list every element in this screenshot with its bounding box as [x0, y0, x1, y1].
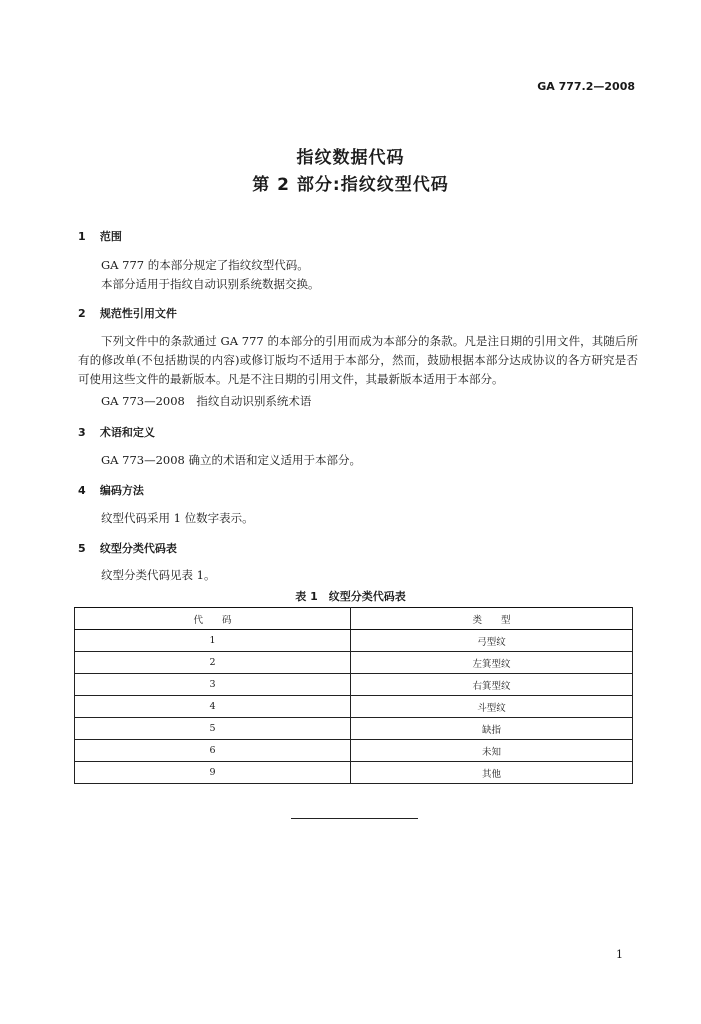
section-number: 4 [78, 484, 86, 497]
code-cell: 6 [75, 740, 351, 762]
type-cell: 右箕型纹 [351, 674, 633, 696]
end-of-document-rule [291, 818, 418, 819]
document-subtitle: 第 2 部分:指纹纹型代码 [252, 175, 449, 195]
section-number: 1 [78, 230, 86, 243]
pattern-code-table [74, 607, 633, 784]
section-number: 3 [78, 426, 86, 439]
paragraph-text: 下列文件中的条款通过 GA 777 的本部分的引用而成为本部分的条款。凡是注日期的引用文件，其随后所有的修改单(不包括勘误的内容)或修订版均不适用于本部分，然而，鼓励根据本部分达成协议的各方研究是否可使用这些文件的最新版本。凡是不注日期的引用文件，其最新版本适用于本部分。 [78, 334, 638, 386]
code-cell: 5 [75, 718, 351, 740]
column-header-type: 类 型 [351, 608, 633, 630]
section-heading-code-table [78, 540, 177, 556]
table-caption: 表 1 纹型分类代码表 [295, 590, 406, 603]
table-row [75, 696, 633, 718]
table-row [75, 674, 633, 696]
column-header-code: 代 码 [75, 608, 351, 630]
standard-number: GA 777.2—2008 [537, 80, 635, 93]
type-cell: 缺指 [351, 718, 633, 740]
terms-text: GA 773—2008 确立的术语和定义适用于本部分。 [101, 453, 362, 467]
section-number: 5 [78, 542, 86, 555]
coding-method-text: 纹型代码采用 1 位数字表示。 [101, 511, 254, 525]
table-row [75, 718, 633, 740]
type-cell: 弓型纹 [351, 630, 633, 652]
table-row [75, 652, 633, 674]
type-cell: 其他 [351, 762, 633, 784]
code-cell: 9 [75, 762, 351, 784]
document-title: 指纹数据代码 [296, 148, 405, 168]
type-cell: 斗型纹 [351, 696, 633, 718]
table-row [75, 630, 633, 652]
code-cell: 3 [75, 674, 351, 696]
section-heading-terms [78, 424, 155, 440]
table-row [75, 740, 633, 762]
reference-item: GA 773—2008 指纹自动识别系统术语 [101, 394, 312, 408]
type-cell: 左箕型纹 [351, 652, 633, 674]
section-title: 范围 [99, 230, 122, 243]
code-cell: 2 [75, 652, 351, 674]
section-title: 规范性引用文件 [99, 307, 177, 320]
type-cell: 未知 [351, 740, 633, 762]
section-title: 编码方法 [99, 484, 144, 497]
text-line: GA 777 的本部分规定了指纹纹型代码。 [101, 258, 309, 272]
section-number: 2 [78, 307, 86, 320]
table-row [75, 762, 633, 784]
section-title: 纹型分类代码表 [99, 542, 177, 555]
code-cell: 4 [75, 696, 351, 718]
references-paragraph [78, 332, 638, 389]
table-header-row [75, 608, 633, 630]
scope-text [101, 256, 320, 294]
section-heading-scope [78, 228, 122, 244]
code-cell: 1 [75, 630, 351, 652]
section-title: 术语和定义 [99, 426, 155, 439]
section-heading-normative-references [78, 305, 177, 321]
text-line: 本部分适用于指纹自动识别系统数据交换。 [101, 277, 320, 291]
page-number: 1 [616, 948, 623, 961]
section-heading-coding-method [78, 482, 144, 498]
code-table-intro: 纹型分类代码见表 1。 [101, 568, 216, 582]
